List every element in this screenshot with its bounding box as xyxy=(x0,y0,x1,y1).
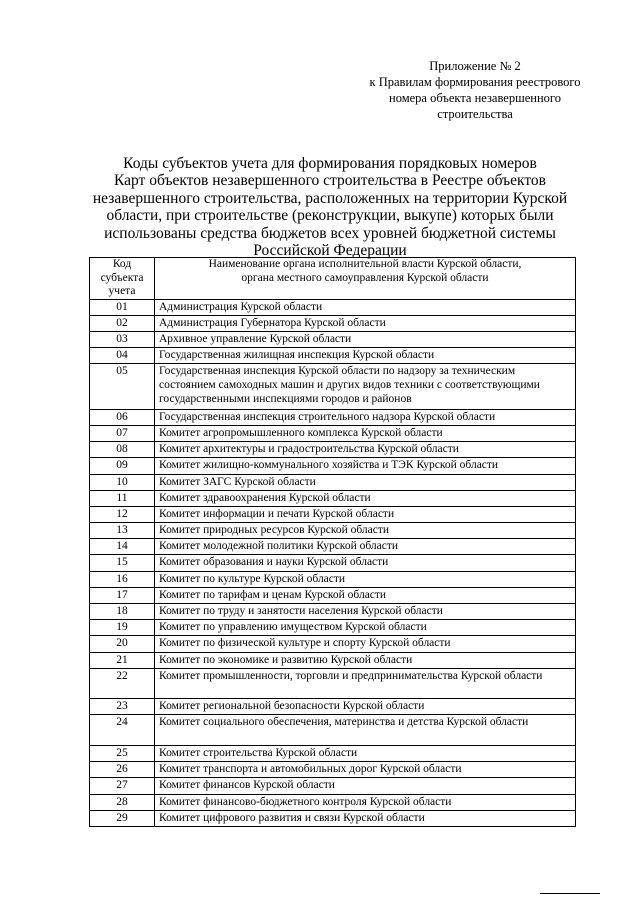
row-code: 03 xyxy=(90,331,155,347)
header-code xyxy=(90,258,155,300)
row-name: Комитет финансов Курской области xyxy=(155,778,576,794)
row-name: Комитет по управлению имуществом Курской области xyxy=(155,620,576,636)
row-name: Комитет агропромышленного комплекса Курской области xyxy=(155,425,576,441)
table-row xyxy=(90,555,576,571)
row-code: 21 xyxy=(90,652,155,668)
row-code: 12 xyxy=(90,506,155,522)
row-code: 15 xyxy=(90,555,155,571)
row-code: 24 xyxy=(90,715,155,746)
row-code: 17 xyxy=(90,587,155,603)
row-code: 16 xyxy=(90,571,155,587)
title-line: области, при строительстве (реконструкции, выкупе) которых были xyxy=(106,207,554,225)
row-name: Комитет образования и науки Курской области xyxy=(155,555,576,571)
header-code-line: Код xyxy=(112,258,132,270)
row-name: Комитет по физической культуре и спорту Курской области xyxy=(155,636,576,652)
row-code: 09 xyxy=(90,458,155,474)
row-code: 26 xyxy=(90,762,155,778)
row-name: Администрация Губернатора Курской области xyxy=(155,315,576,331)
row-code: 18 xyxy=(90,604,155,620)
appendix-line: строительства xyxy=(437,107,513,121)
title-line: Коды субъектов учета для формирования порядковых номеров xyxy=(123,155,537,172)
row-name: Администрация Курской области xyxy=(155,299,576,315)
row-name: Комитет финансово-бюджетного контроля Курской области xyxy=(155,794,576,810)
appendix-line: к Правилам формирования реестрового xyxy=(369,75,581,89)
appendix-note xyxy=(350,58,600,122)
table-row xyxy=(90,539,576,555)
table-row xyxy=(90,490,576,506)
title-line: использованы средства бюджетов всех уровней бюджетной системы xyxy=(104,224,556,242)
table-row xyxy=(90,762,576,778)
title-line: Карт объектов незавершенного строительства в Реестре объектов xyxy=(114,172,546,190)
table-header-row xyxy=(90,258,576,300)
table-row xyxy=(90,458,576,474)
table-row xyxy=(90,810,576,826)
header-code-line: субъекта xyxy=(100,271,144,284)
appendix-line: Приложение № 2 xyxy=(429,59,521,73)
row-name: Комитет промышленности, торговли и предпринимательства Курской области xyxy=(155,668,576,699)
row-name: Комитет ЗАГС Курской области xyxy=(155,474,576,490)
table-row xyxy=(90,745,576,761)
table-row xyxy=(90,715,576,746)
header-name-line: Наименование органа исполнительной власти Курской области, xyxy=(208,258,522,270)
row-name: Комитет природных ресурсов Курской области xyxy=(155,523,576,539)
row-code: 13 xyxy=(90,523,155,539)
row-code: 22 xyxy=(90,668,155,699)
row-code: 05 xyxy=(90,364,155,410)
row-name: Комитет архитектуры и градостроительства Курской области xyxy=(155,442,576,458)
table-row xyxy=(90,636,576,652)
row-name: Комитет молодежной политики Курской области xyxy=(155,539,576,555)
table-row xyxy=(90,778,576,794)
row-code: 28 xyxy=(90,794,155,810)
table-row xyxy=(90,364,576,410)
row-name: Комитет социального обеспечения, материнства и детства Курской области xyxy=(155,715,576,746)
row-name: Государственная инспекция Курской области по надзору за техническим состоянием самоходных машин и других видов техники с соответствующими государственными инспекциями городов и районов xyxy=(155,364,576,410)
table-row xyxy=(90,587,576,603)
row-code: 08 xyxy=(90,442,155,458)
row-code: 04 xyxy=(90,348,155,364)
row-code: 02 xyxy=(90,315,155,331)
row-code: 06 xyxy=(90,409,155,425)
title-line: Российской Федерации xyxy=(253,242,407,260)
row-name: Комитет жилищно-коммунального хозяйства и ТЭК Курской области xyxy=(155,458,576,474)
row-code: 10 xyxy=(90,474,155,490)
table-row xyxy=(90,604,576,620)
table-row xyxy=(90,620,576,636)
table-row xyxy=(90,474,576,490)
row-name: Комитет по тарифам и ценам Курской области xyxy=(155,587,576,603)
row-name: Комитет региональной безопасности Курской области xyxy=(155,699,576,715)
row-code: 19 xyxy=(90,620,155,636)
row-name: Комитет по труду и занятости населения Курской области xyxy=(155,604,576,620)
row-code: 01 xyxy=(90,299,155,315)
table-row xyxy=(90,425,576,441)
table-row xyxy=(90,348,576,364)
row-name: Комитет по культуре Курской области xyxy=(155,571,576,587)
table-row xyxy=(90,409,576,425)
row-name: Комитет здравоохранения Курской области xyxy=(155,490,576,506)
row-code: 25 xyxy=(90,745,155,761)
table-row xyxy=(90,571,576,587)
row-code: 20 xyxy=(90,636,155,652)
document-title xyxy=(80,155,580,259)
row-name: Комитет информации и печати Курской области xyxy=(155,506,576,522)
row-name: Архивное управление Курской области xyxy=(155,331,576,347)
row-code: 23 xyxy=(90,699,155,715)
table-row xyxy=(90,315,576,331)
codes-table xyxy=(89,257,576,827)
table-row xyxy=(90,652,576,668)
table-row xyxy=(90,523,576,539)
row-name: Комитет цифрового развития и связи Курской области xyxy=(155,810,576,826)
table-row xyxy=(90,442,576,458)
row-name: Комитет транспорта и автомобильных дорог Курской области xyxy=(155,762,576,778)
row-code: 07 xyxy=(90,425,155,441)
table-row xyxy=(90,794,576,810)
row-name: Комитет строительства Курской области xyxy=(155,745,576,761)
row-code: 11 xyxy=(90,490,155,506)
table-row xyxy=(90,506,576,522)
row-code: 14 xyxy=(90,539,155,555)
row-code: 29 xyxy=(90,810,155,826)
appendix-line: номера объекта незавершенного xyxy=(389,91,561,105)
table-row xyxy=(90,668,576,699)
footer-rule xyxy=(540,893,600,894)
row-name: Комитет по экономике и развитию Курской области xyxy=(155,652,576,668)
row-name: Государственная жилищная инспекция Курской области xyxy=(155,348,576,364)
header-name xyxy=(155,258,576,300)
header-code-line: учета xyxy=(108,285,136,297)
table-row xyxy=(90,699,576,715)
table-row xyxy=(90,299,576,315)
title-line: незавершенного строительства, расположенных на территории Курской xyxy=(92,189,568,207)
table-row xyxy=(90,331,576,347)
row-code: 27 xyxy=(90,778,155,794)
row-name: Государственная инспекция строительного надзора Курской области xyxy=(155,409,576,425)
header-name-line: органа местного самоуправления Курской области xyxy=(241,271,489,284)
